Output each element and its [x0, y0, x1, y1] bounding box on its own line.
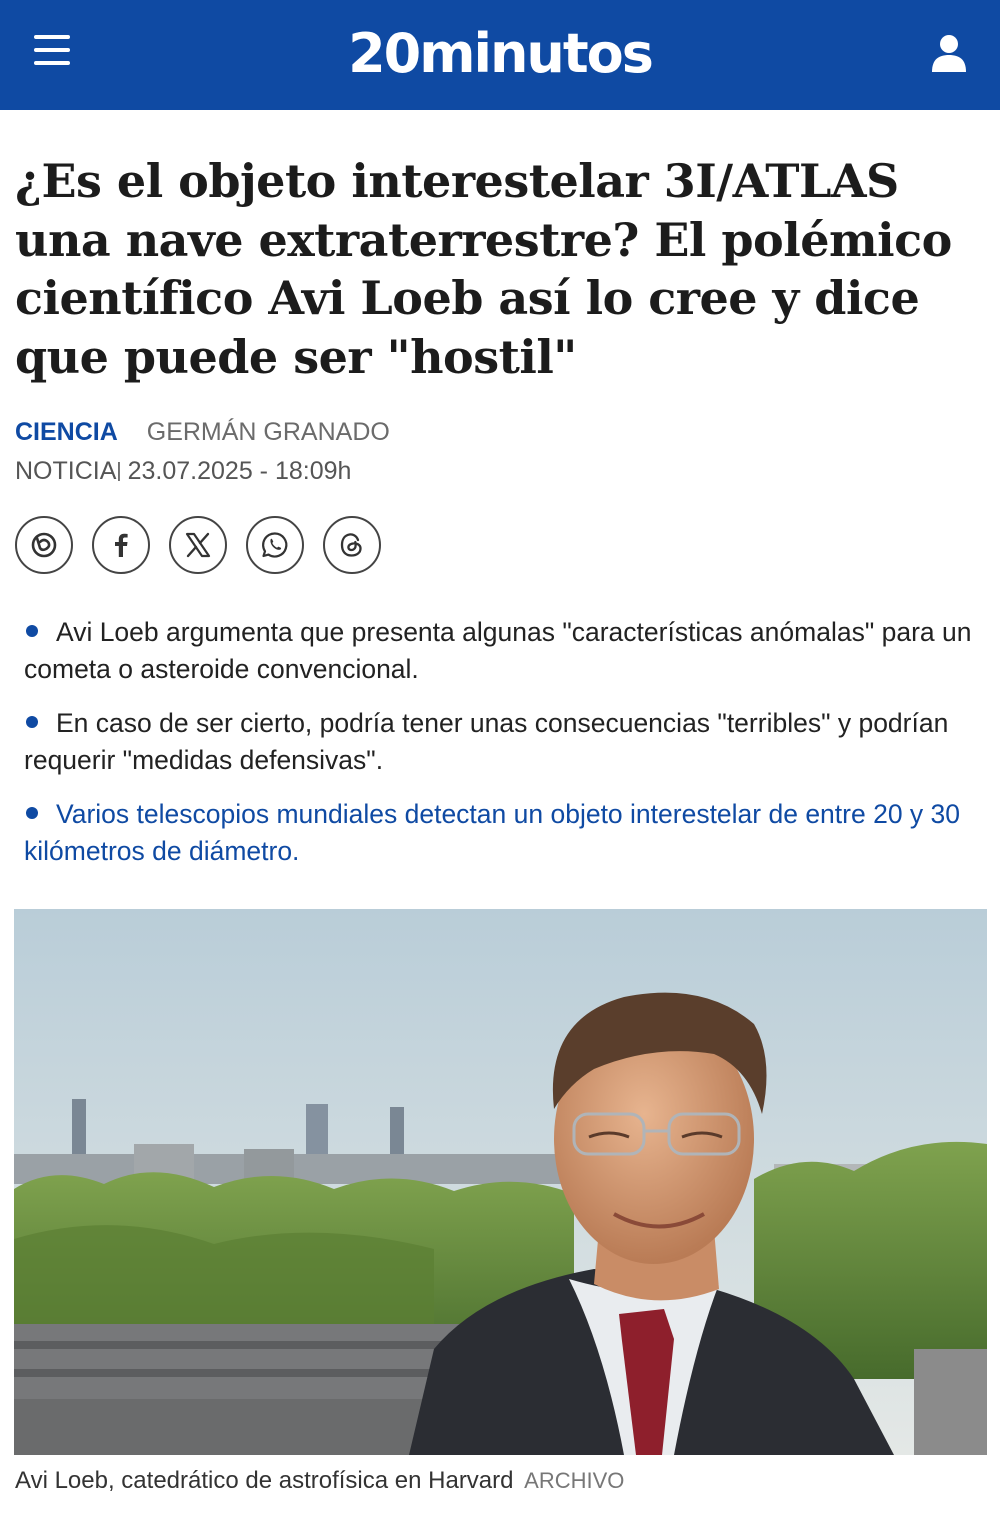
bullet-dot-icon	[26, 807, 38, 819]
article-byline	[15, 416, 390, 448]
threads-share-button[interactable]	[323, 516, 381, 574]
photo-credit: ARCHIVO	[524, 1468, 625, 1493]
related-article-text[interactable]: Varios telescopios mundiales detectan un objeto interestelar de entre 20 y 30 kilómetros de diámetro.	[24, 799, 961, 866]
summary-text: En caso de ser cierto, podría tener unas consecuencias "terribles" y podrían requerir "medidas defensivas".	[24, 708, 949, 775]
author-name: GERMÁN GRANADO	[146, 418, 390, 446]
site-logo[interactable]: 20minutos	[348, 22, 652, 85]
article-photo[interactable]	[14, 909, 987, 1455]
x-twitter-icon	[183, 530, 213, 560]
user-icon[interactable]	[931, 33, 967, 73]
whatsapp-icon	[260, 530, 290, 560]
whatsapp-share-button[interactable]	[246, 516, 304, 574]
facebook-share-button[interactable]	[92, 516, 150, 574]
threads-icon	[337, 530, 367, 560]
photo-illustration	[14, 909, 987, 1455]
caption-text: Avi Loeb, catedrático de astrofísica en Harvard	[15, 1467, 514, 1494]
summary-item	[24, 705, 974, 779]
bullet-dot-icon	[26, 625, 38, 637]
meneame-share-button[interactable]	[15, 516, 73, 574]
facebook-icon	[106, 530, 136, 560]
x-share-button[interactable]	[169, 516, 227, 574]
summary-item	[24, 614, 974, 688]
photo-caption	[15, 1465, 624, 1497]
article-date-line	[15, 455, 351, 487]
share-buttons	[15, 516, 381, 574]
article-summary-list	[24, 614, 974, 887]
top-navigation-bar	[0, 0, 1000, 110]
meta-separator: |	[116, 460, 122, 482]
related-article-link[interactable]	[24, 796, 974, 870]
summary-text: Avi Loeb argumenta que presenta algunas "características anómalas" para un cometa o asteroide convencional.	[24, 617, 972, 684]
meneame-icon	[29, 530, 59, 560]
article-headline: ¿Es el objeto interestelar 3I/ATLAS una nave extraterrestre? El polémico científico Avi Loeb así lo cree y dice que puede ser "hostil"	[15, 154, 952, 384]
article-type-label: NOTICIA	[15, 457, 117, 485]
section-link[interactable]: CIENCIA	[15, 418, 118, 446]
publish-datetime: 23.07.2025 - 18:09h	[127, 457, 352, 485]
bullet-dot-icon	[26, 716, 38, 728]
